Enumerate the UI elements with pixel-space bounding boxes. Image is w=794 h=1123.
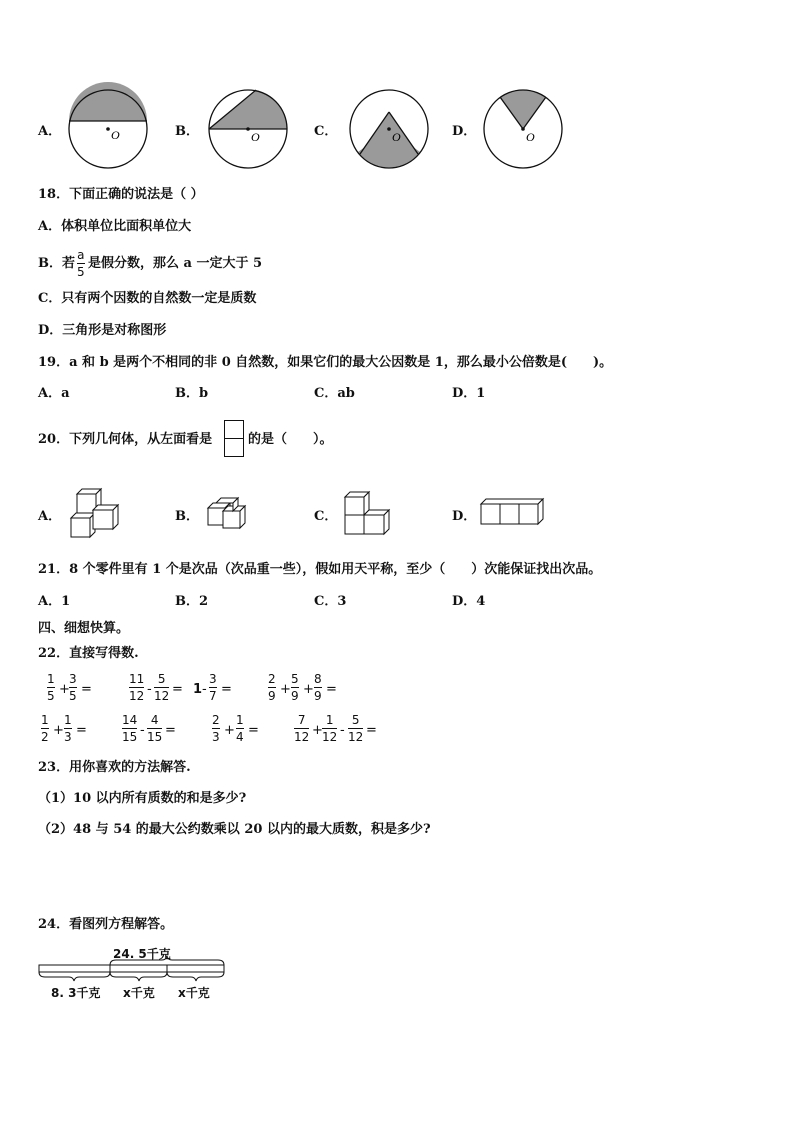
plus-sign: + [59,682,70,697]
fraction-bar [291,687,299,688]
q17-option-d-letter[interactable]: D． [452,124,477,139]
fraction-bar [77,263,85,264]
q20-left-view-icon [224,420,244,458]
plus-sign: + [280,682,291,697]
q22-stem: 22．直接写得数. [38,646,139,661]
numerator: 1 [64,713,72,727]
fraction-bar [154,687,169,688]
q20-option-a-cubes-icon [68,486,124,540]
section-heading: 四、细想快算。 [38,621,130,636]
denominator: 5 [47,689,55,703]
q17-option-a-letter[interactable]: A． [38,124,62,139]
denominator: 2 [41,730,49,744]
q24-segment-2-label: x千克 [123,986,155,1000]
q24-segment-1-label: 8. 3千克 [51,986,101,1000]
q19-stem: 19．a 和 b 是两个不相同的非 0 自然数，如果它们的最大公因数是 1，那么最小公倍数是( )。 [38,355,613,370]
fraction-bar [236,728,244,729]
q23-part-1: （1）10 以内所有质数的和是多少? [38,791,247,806]
fraction [47,672,55,703]
denominator: 3 [64,730,72,744]
plus-sign: + [53,723,64,738]
equals-sign: = [248,723,259,738]
fraction-bar [64,728,72,729]
fraction [147,713,162,744]
q24-segment-3-label: x千克 [178,986,210,1000]
numerator: 3 [209,672,217,686]
fraction [209,672,217,703]
q19-option-d[interactable]: D．1 [452,386,486,401]
fraction-bar [129,687,144,688]
q24-stem: 24．看图列方程解答。 [38,917,174,932]
fraction-bar [147,728,162,729]
numerator: 5 [157,672,166,686]
q17-c-center-label: O [392,130,401,144]
plus-sign: + [312,723,323,738]
fraction [322,713,337,744]
numerator: 5 [351,713,360,727]
minus-sign: - [140,723,145,738]
plus-sign: + [224,723,235,738]
minus-sign: - [340,723,345,738]
q17-d-center-label: O [526,130,535,144]
fraction [41,713,49,744]
denominator: 12 [322,730,338,744]
equals-sign: = [326,682,337,697]
minus-sign: - [202,682,207,697]
denominator: 7 [209,689,217,703]
one-number: 1 [193,682,203,697]
equals-sign: = [221,682,232,697]
fraction-numerator: a [77,248,85,262]
numerator: 8 [314,672,322,686]
fraction-bar [122,728,137,729]
fraction-denominator: 5 [77,265,85,279]
q20-option-b-letter[interactable]: B． [175,509,199,524]
numerator: 5 [291,672,299,686]
q21-option-d[interactable]: D．4 [452,594,486,609]
q20-stem-before: 20．下列几何体，从左面看是 [38,432,213,447]
q18-option-d[interactable]: D．三角形是对称图形 [38,323,167,338]
q20-option-d-letter[interactable]: D． [452,509,477,524]
numerator: 3 [69,672,77,686]
q18-option-c[interactable]: C．只有两个因数的自然数一定是质数 [38,291,257,306]
numerator: 1 [325,713,334,727]
fraction-bar [268,687,276,688]
minus-sign: - [147,682,152,697]
denominator: 15 [147,730,163,744]
fraction-bar [69,687,77,688]
q20-option-b-cubes-icon [206,492,256,532]
fraction [294,713,309,744]
numerator: 4 [150,713,159,727]
q17-option-b-letter[interactable]: B． [175,124,199,139]
fraction [64,713,72,744]
fraction [268,672,276,703]
fraction [291,672,299,703]
denominator: 15 [122,730,138,744]
q24-total-label: 24. 5千克 [113,947,171,961]
denominator: 4 [236,730,244,744]
q17-a-center-label: O [111,128,120,142]
equals-sign: = [76,723,87,738]
fraction [69,672,77,703]
numerator: 1 [41,713,49,727]
equals-sign: = [172,682,183,697]
fraction [236,713,244,744]
q20-stem-after: 的是（ ）。 [248,432,333,447]
equals-sign: = [81,682,92,697]
denominator: 12 [129,689,145,703]
fraction-bar [348,728,363,729]
fraction-bar [47,687,55,688]
q17-b-center-label: O [251,130,260,144]
q20-option-a-letter[interactable]: A． [38,509,62,524]
fraction-bar [209,687,217,688]
numerator: 14 [122,713,138,727]
denominator: 5 [69,689,77,703]
q17-option-a-figure [67,88,149,170]
denominator: 3 [212,730,220,744]
numerator: 1 [236,713,244,727]
q20-option-c-cubes-icon [343,487,393,537]
fraction [314,672,322,703]
q17-option-d-figure [482,88,564,170]
q18-option-b-fraction [77,248,85,279]
q18-stem: 18．下面正确的说法是（ ） [38,187,204,202]
fraction-bar [314,687,322,688]
q17-option-c-letter[interactable]: C． [314,124,338,139]
q18-option-b-suffix: 是假分数，那么 a 一定大于 5 [88,256,263,271]
fraction-bar [212,728,220,729]
fraction [154,672,169,703]
denominator: 9 [291,689,299,703]
q23-stem: 23．用你喜欢的方法解答. [38,760,191,775]
equals-sign: = [366,723,377,738]
fraction [122,713,137,744]
fraction [212,713,220,744]
denominator: 9 [268,689,276,703]
q18-option-a[interactable]: A．体积单位比面积单位大 [38,219,192,234]
fraction-bar [294,728,309,729]
denominator: 12 [154,689,170,703]
plus-sign: + [303,682,314,697]
denominator: 9 [314,689,322,703]
q21-option-b[interactable]: B．2 [175,594,209,609]
fraction-bar [41,728,49,729]
numerator: 1 [47,672,55,686]
numerator: 2 [212,713,220,727]
q19-option-a[interactable]: A．a [38,386,70,401]
denominator: 12 [294,730,310,744]
q18-option-b-prefix: B．若 [38,256,75,271]
q24-bar-diagram [36,956,228,982]
q21-option-c[interactable]: C．3 [314,594,347,609]
q19-option-b[interactable]: B．b [175,386,209,401]
denominator: 12 [348,730,364,744]
fraction-bar [322,728,337,729]
equals-sign: = [165,723,176,738]
q23-part-2: （2）48 与 54 的最大公约数乘以 20 以内的最大质数，积是多少? [38,822,431,837]
q20-option-d-cubes-icon [480,496,546,526]
q17-option-c-figure [348,88,430,170]
fraction [348,713,363,744]
numerator: 11 [129,672,145,686]
q19-option-c[interactable]: C．ab [314,386,355,401]
numerator: 7 [297,713,306,727]
fraction [129,672,144,703]
numerator: 2 [268,672,276,686]
q21-stem: 21．8 个零件里有 1 个是次品（次品重一些），假如用天平称，至少（ ）次能保证找出次品。 [38,562,602,577]
q17-option-b-figure [207,88,289,170]
q20-option-c-letter[interactable]: C． [314,509,338,524]
q21-option-a[interactable]: A．1 [38,594,71,609]
